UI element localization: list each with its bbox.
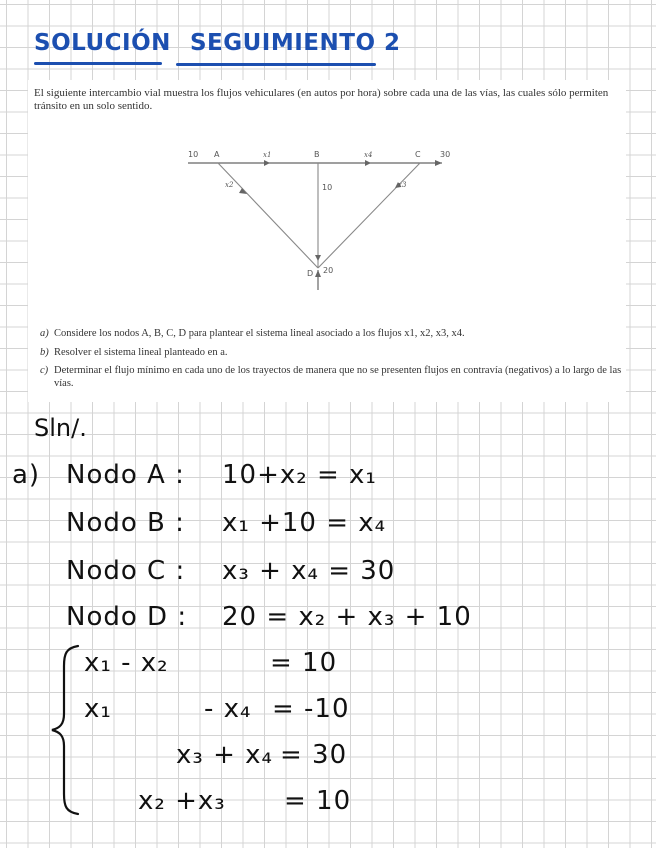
node-c-equation-label: Nodo C : (66, 556, 186, 586)
part-a-label: a) (12, 460, 41, 490)
list-item (34, 347, 624, 360)
arrow-x1 (264, 160, 270, 166)
title-part-2: SEGUIMIENTO 2 (189, 30, 401, 56)
system-row-4-rhs: = 10 (284, 786, 352, 816)
item-marker: a) (40, 328, 49, 339)
item-text: Resolver el sistema lineal planteado en a. (54, 346, 228, 358)
node-d-equation-label: Nodo D : (66, 602, 188, 632)
flow-out-c: 30 (440, 150, 451, 159)
problem-statement: El siguiente intercambio vial muestra los flujos vehiculares (en autos por hora) sobre cada una de las vías, las cuales sólo permiten tránsito en un solo sentido. (34, 87, 609, 112)
node-d-label: D (307, 269, 314, 278)
system-row-2-rhs: = -10 (272, 694, 350, 724)
node-b-equation: x₁ +10 = x₄ (222, 508, 387, 538)
road-d-a (218, 163, 318, 268)
system-row-4-terms: x₂ +x₃ (138, 786, 226, 816)
flow-b-down: 10 (322, 183, 333, 192)
system-brace (48, 640, 82, 820)
item-marker: b) (40, 346, 49, 358)
title-underline-2 (176, 63, 376, 66)
x3-label: x3 (398, 181, 407, 189)
x2-label: x2 (225, 181, 234, 189)
node-b-label: B (314, 150, 320, 159)
item-text: Considere los nodos A, B, C, D para plantear el sistema lineal asociado a los flujos x1, x2, x3, x4. (54, 328, 465, 339)
x1-label: x1 (263, 151, 272, 159)
node-d-equation: 20 = x₂ + x₃ + 10 (222, 602, 472, 632)
system-row-2-terms: x₁ (84, 694, 112, 724)
node-c-label: C (415, 150, 421, 159)
arrow-b-d (315, 255, 321, 261)
problem-statement-block (28, 80, 626, 402)
system-row-3-terms: x₃ + x₄ (176, 740, 273, 770)
node-a-equation-label: Nodo A : (66, 460, 185, 490)
system-row-3-rhs: = 30 (280, 740, 348, 770)
system-row-1-terms: x₁ - x₂ (84, 648, 169, 678)
flow-in-d: 20 (323, 266, 334, 275)
title-underline-1 (34, 62, 162, 65)
traffic-network-diagram (28, 80, 626, 320)
arrow-x4 (365, 160, 371, 166)
list-item (34, 328, 624, 341)
item-marker: c) (40, 365, 49, 376)
solution-heading: Sln/. (34, 414, 87, 442)
page-title (34, 30, 401, 56)
node-c-equation: x₃ + x₄ = 30 (222, 556, 396, 586)
x4-label: x4 (364, 151, 373, 159)
question-list (34, 328, 624, 396)
item-text: Determinar el flujo mínimo en cada uno de los trayectos de manera que no se presenten flujos en contravía (negativos) a lo largo de las vías. (54, 365, 622, 389)
node-a-equation: 10+x₂ = x₁ (222, 460, 377, 490)
flow-in-a: 10 (188, 150, 199, 159)
node-a-label: A (214, 150, 220, 159)
list-item (34, 365, 624, 390)
road-d-c (318, 163, 420, 268)
title-part-1: SOLUCIÓN (34, 30, 171, 56)
system-row-2-terms-b: - x₄ (204, 694, 252, 724)
node-b-equation-label: Nodo B : (66, 508, 185, 538)
system-row-1-rhs: = 10 (270, 648, 338, 678)
